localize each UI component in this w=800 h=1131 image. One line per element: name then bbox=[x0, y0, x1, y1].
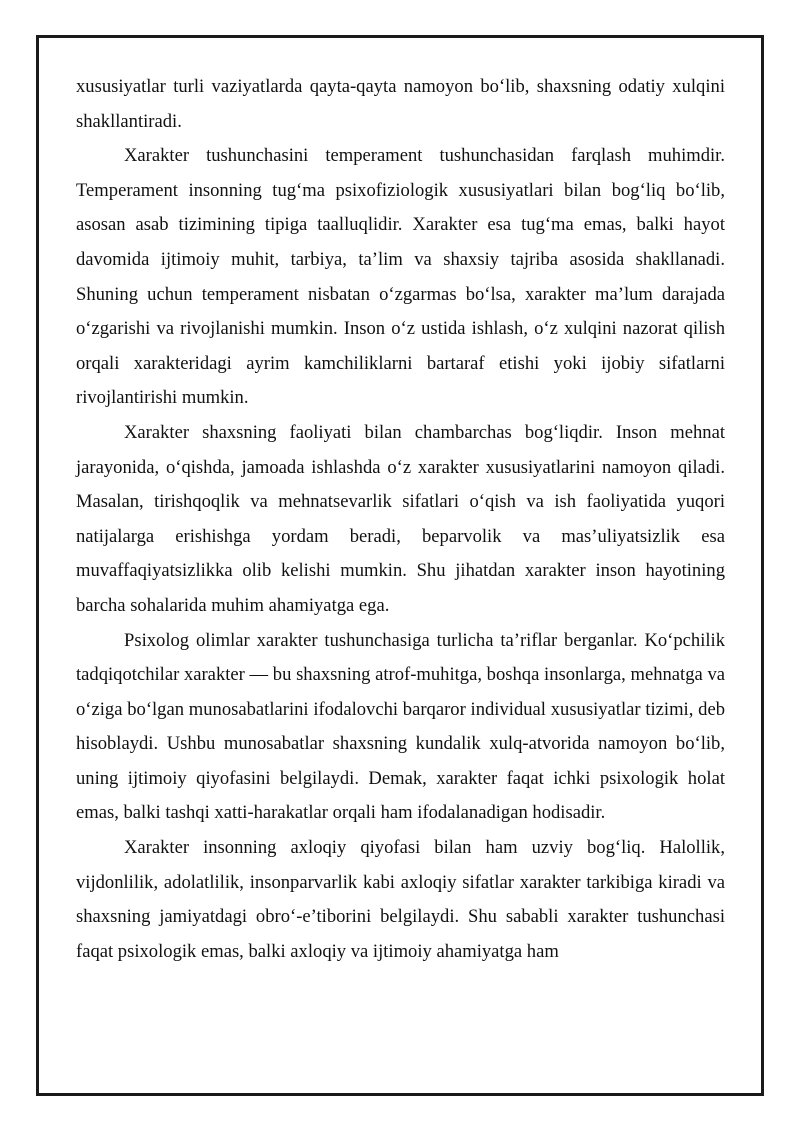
paragraph-moral: Xarakter insonning axloqiy qiyofasi bilan ham uzviy bog‘liq. Halollik, vijdonlilik, adolatlilik, insonparvarlik kabi axloqiy sifatlar xarakter tarkibiga kiradi va shaxsning jamiyatdagi obro‘-e’tiborini belgilaydi. Shu sababli xarakter tushunchasi faqat psixologik emas, balki axloqiy va ijtimoiy ahamiyatga ham bbox=[76, 837, 725, 962]
paragraph-activity: Xarakter shaxsning faoliyati bilan chambarchas bog‘liqdir. Inson mehnat jarayonida, o‘qishda, jamoada ishlashda o‘z xarakter xususiyatlarini namoyon qiladi. Masalan, tirishqoqlik va mehnatsevarlik sifatlari o‘qish va ish faoliyatida yuqori natijalarga erishishga yordam beradi, beparvolik va mas’uliyatsizlik esa muvaffaqiyatsizlikka olib kelishi mumkin. Shu jihatdan xarakter inson hayotining barcha sohalarida muhim ahamiyatga ega. bbox=[76, 421, 725, 616]
document-body bbox=[76, 70, 725, 969]
paragraph-temperament: Xarakter tushunchasini temperament tushunchasidan farqlash muhimdir. Temperament insonning tug‘ma psixofiziologik xususiyatlari bilan bog‘liq bo‘lib, asosan asab tizimining tipiga taalluqlidir. Xarakter esa tug‘ma emas, balki hayot davomida ijtimoiy muhit, tarbiya, ta’lim va shaxsiy tajriba asosida shakllanadi. Shuning uchun temperament nisbatan o‘zgarmas bo‘lsa, xarakter ma’lum darajada o‘zgarishi va rivojlanishi mumkin. Inson o‘z ustida ishlash, o‘z xulqini nazorat qilish orqali xarakteridagi ayrim kamchiliklarni bartaraf etishi yoki ijobiy sifatlarni rivojlantirishi mumkin. bbox=[76, 145, 725, 409]
paragraph-definitions: Psixolog olimlar xarakter tushunchasiga turlicha ta’riflar berganlar. Ko‘pchilik tadqiqotchilar xarakter — bu shaxsning atrof-muhitga, boshqa insonlarga, mehnatga va o‘ziga bo‘lgan munosabatlarini ifodalovchi barqaror individual xususiyatlar tizimi, deb hisoblaydi. Ushbu munosabatlar shaxsning kundalik xulq-atvorida namoyon bo‘lib, uning ijtimoiy qiyofasini belgilaydi. Demak, xarakter faqat ichki psixologik holat emas, balki tashqi xatti-harakatlar orqali ham ifodalanadigan hodisadir. bbox=[76, 629, 725, 824]
paragraph-continuation: xususiyatlar turli vaziyatlarda qayta-qayta namoyon bo‘lib, shaxsning odatiy xulqini shakllantiradi. bbox=[76, 76, 725, 132]
